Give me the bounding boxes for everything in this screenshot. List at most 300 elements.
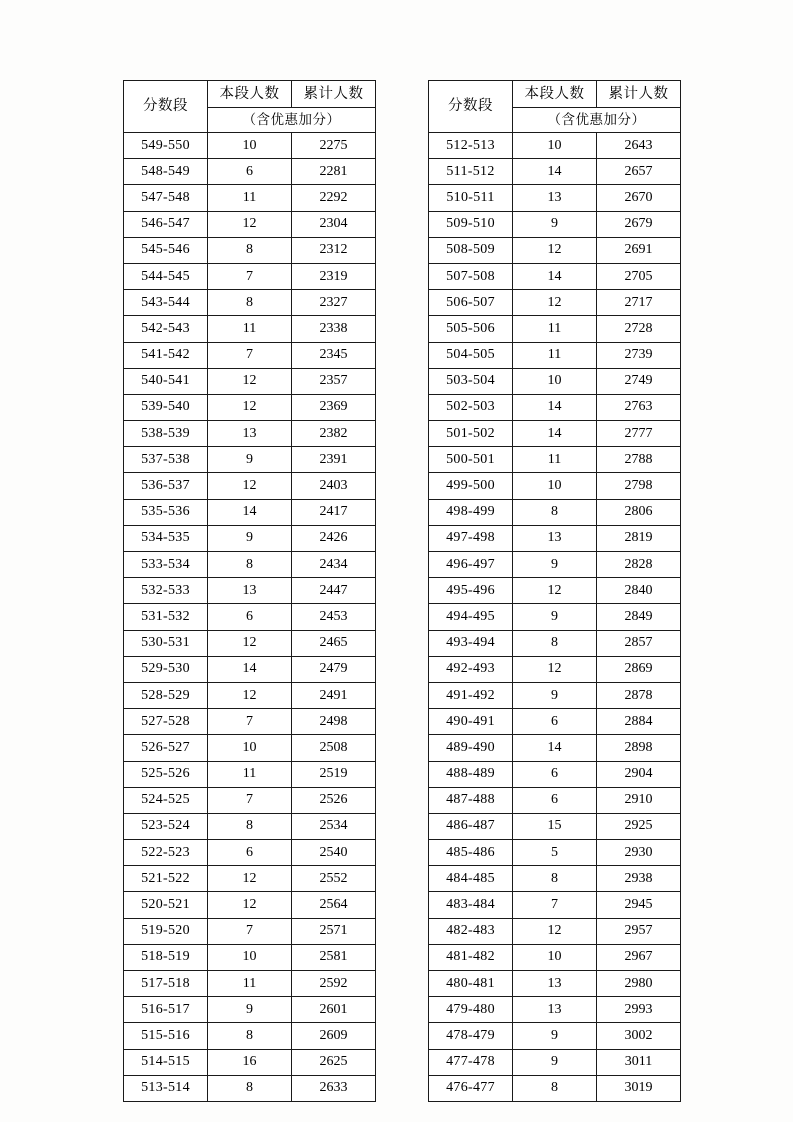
cell-score-range: 530-531	[124, 630, 208, 656]
table-row	[429, 971, 681, 997]
cell-cumulative-count: 2345	[292, 342, 376, 368]
cell-segment-count: 7	[208, 263, 292, 289]
cell-segment-count: 12	[513, 578, 597, 604]
cell-segment-count: 14	[513, 263, 597, 289]
table-row	[429, 997, 681, 1023]
cell-cumulative-count: 2739	[597, 342, 681, 368]
cell-segment-count: 11	[208, 185, 292, 211]
cell-cumulative-count: 2828	[597, 552, 681, 578]
cell-cumulative-count: 2925	[597, 813, 681, 839]
table-row	[429, 473, 681, 499]
table-row	[429, 159, 681, 185]
cell-segment-count: 7	[208, 787, 292, 813]
table-row	[429, 787, 681, 813]
cell-score-range: 520-521	[124, 892, 208, 918]
cell-score-range: 543-544	[124, 290, 208, 316]
table-row	[124, 735, 376, 761]
cell-cumulative-count: 2508	[292, 735, 376, 761]
cell-score-range: 476-477	[429, 1075, 513, 1101]
cell-score-range: 479-480	[429, 997, 513, 1023]
subheader-bonus-note: （含优惠加分）	[513, 108, 681, 133]
cell-score-range: 536-537	[124, 473, 208, 499]
cell-segment-count: 10	[208, 944, 292, 970]
table-row	[429, 1075, 681, 1101]
cell-segment-count: 6	[208, 604, 292, 630]
cell-segment-count: 14	[513, 159, 597, 185]
table-row	[124, 368, 376, 394]
cell-score-range: 541-542	[124, 342, 208, 368]
cell-segment-count: 13	[513, 971, 597, 997]
cell-segment-count: 8	[513, 1075, 597, 1101]
cell-segment-count: 12	[513, 918, 597, 944]
table-row	[429, 630, 681, 656]
table-row	[124, 971, 376, 997]
cell-score-range: 510-511	[429, 185, 513, 211]
table-row	[429, 918, 681, 944]
cell-score-range: 514-515	[124, 1049, 208, 1075]
subheader-bonus-note: （含优惠加分）	[208, 108, 376, 133]
table-row	[429, 578, 681, 604]
cell-segment-count: 12	[208, 368, 292, 394]
cell-segment-count: 11	[513, 447, 597, 473]
cell-segment-count: 8	[208, 1075, 292, 1101]
cell-score-range: 538-539	[124, 421, 208, 447]
cell-score-range: 490-491	[429, 709, 513, 735]
cell-cumulative-count: 2540	[292, 840, 376, 866]
cell-score-range: 505-506	[429, 316, 513, 342]
cell-score-range: 477-478	[429, 1049, 513, 1075]
cell-cumulative-count: 2898	[597, 735, 681, 761]
cell-cumulative-count: 2275	[292, 133, 376, 159]
cell-segment-count: 10	[513, 944, 597, 970]
cell-score-range: 512-513	[429, 133, 513, 159]
cell-score-range: 506-507	[429, 290, 513, 316]
header-score-range: 分数段	[429, 81, 513, 133]
table-row	[429, 944, 681, 970]
cell-segment-count: 16	[208, 1049, 292, 1075]
cell-segment-count: 6	[208, 840, 292, 866]
cell-cumulative-count: 2304	[292, 211, 376, 237]
cell-cumulative-count: 2819	[597, 525, 681, 551]
cell-score-range: 531-532	[124, 604, 208, 630]
cell-score-range: 489-490	[429, 735, 513, 761]
table-row	[124, 630, 376, 656]
table-row	[124, 1023, 376, 1049]
cell-score-range: 537-538	[124, 447, 208, 473]
cell-score-range: 504-505	[429, 342, 513, 368]
table-row	[124, 892, 376, 918]
table-row	[124, 237, 376, 263]
cell-segment-count: 14	[513, 421, 597, 447]
cell-score-range: 521-522	[124, 866, 208, 892]
cell-cumulative-count: 2369	[292, 394, 376, 420]
table-row	[429, 133, 681, 159]
table-row	[429, 866, 681, 892]
cell-score-range: 497-498	[429, 525, 513, 551]
cell-score-range: 523-524	[124, 813, 208, 839]
cell-score-range: 528-529	[124, 682, 208, 708]
cell-segment-count: 7	[208, 342, 292, 368]
table-header-row	[429, 81, 681, 108]
table-header-row	[124, 81, 376, 108]
cell-segment-count: 8	[208, 237, 292, 263]
cell-cumulative-count: 2840	[597, 578, 681, 604]
cell-cumulative-count: 2601	[292, 997, 376, 1023]
table-row	[124, 656, 376, 682]
cell-score-range: 478-479	[429, 1023, 513, 1049]
cell-segment-count: 8	[513, 630, 597, 656]
table-row	[429, 368, 681, 394]
table-row	[124, 290, 376, 316]
table-row	[124, 1075, 376, 1101]
cell-cumulative-count: 2434	[292, 552, 376, 578]
cell-score-range: 542-543	[124, 316, 208, 342]
cell-score-range: 539-540	[124, 394, 208, 420]
table-row	[429, 421, 681, 447]
table-row	[429, 552, 681, 578]
table-row	[429, 394, 681, 420]
cell-segment-count: 12	[513, 290, 597, 316]
cell-score-range: 484-485	[429, 866, 513, 892]
cell-score-range: 509-510	[429, 211, 513, 237]
table-row	[429, 656, 681, 682]
cell-segment-count: 14	[208, 499, 292, 525]
cell-cumulative-count: 3002	[597, 1023, 681, 1049]
table-row	[124, 342, 376, 368]
cell-cumulative-count: 2806	[597, 499, 681, 525]
table-row	[124, 709, 376, 735]
table-row	[124, 552, 376, 578]
table-row	[429, 185, 681, 211]
table-row	[429, 447, 681, 473]
cell-segment-count: 10	[513, 133, 597, 159]
cell-cumulative-count: 2884	[597, 709, 681, 735]
cell-score-range: 548-549	[124, 159, 208, 185]
table-row	[429, 682, 681, 708]
cell-cumulative-count: 2357	[292, 368, 376, 394]
table-row	[124, 1049, 376, 1075]
cell-cumulative-count: 2453	[292, 604, 376, 630]
score-table-2	[428, 80, 681, 1102]
table-row	[124, 499, 376, 525]
cell-segment-count: 13	[513, 997, 597, 1023]
cell-segment-count: 12	[208, 211, 292, 237]
cell-cumulative-count: 2857	[597, 630, 681, 656]
table-row	[429, 1049, 681, 1075]
cell-score-range: 516-517	[124, 997, 208, 1023]
cell-score-range: 547-548	[124, 185, 208, 211]
cell-cumulative-count: 2904	[597, 761, 681, 787]
cell-segment-count: 9	[513, 604, 597, 630]
cell-cumulative-count: 2571	[292, 918, 376, 944]
cell-cumulative-count: 2519	[292, 761, 376, 787]
cell-score-range: 491-492	[429, 682, 513, 708]
cell-cumulative-count: 2338	[292, 316, 376, 342]
cell-score-range: 518-519	[124, 944, 208, 970]
cell-segment-count: 11	[513, 342, 597, 368]
cell-cumulative-count: 3011	[597, 1049, 681, 1075]
cell-score-range: 485-486	[429, 840, 513, 866]
cell-cumulative-count: 2382	[292, 421, 376, 447]
cell-segment-count: 9	[513, 1049, 597, 1075]
table-row	[429, 263, 681, 289]
cell-score-range: 496-497	[429, 552, 513, 578]
cell-segment-count: 8	[208, 290, 292, 316]
cell-cumulative-count: 2581	[292, 944, 376, 970]
cell-cumulative-count: 2633	[292, 1075, 376, 1101]
header-cumulative-count: 累计人数	[292, 81, 376, 108]
cell-cumulative-count: 2281	[292, 159, 376, 185]
table-row	[124, 840, 376, 866]
table-row	[124, 263, 376, 289]
cell-cumulative-count: 2945	[597, 892, 681, 918]
cell-cumulative-count: 2717	[597, 290, 681, 316]
cell-score-range: 488-489	[429, 761, 513, 787]
cell-segment-count: 10	[208, 133, 292, 159]
cell-cumulative-count: 2447	[292, 578, 376, 604]
cell-segment-count: 12	[208, 866, 292, 892]
table-row	[124, 813, 376, 839]
cell-cumulative-count: 2910	[597, 787, 681, 813]
cell-score-range: 493-494	[429, 630, 513, 656]
table-row	[124, 159, 376, 185]
header-score-range: 分数段	[124, 81, 208, 133]
table-row	[124, 604, 376, 630]
cell-segment-count: 8	[513, 499, 597, 525]
cell-score-range: 481-482	[429, 944, 513, 970]
cell-score-range: 507-508	[429, 263, 513, 289]
table-row	[124, 447, 376, 473]
cell-score-range: 526-527	[124, 735, 208, 761]
cell-segment-count: 9	[208, 525, 292, 551]
cell-cumulative-count: 2592	[292, 971, 376, 997]
cell-score-range: 529-530	[124, 656, 208, 682]
cell-score-range: 524-525	[124, 787, 208, 813]
cell-cumulative-count: 2491	[292, 682, 376, 708]
cell-score-range: 533-534	[124, 552, 208, 578]
cell-score-range: 480-481	[429, 971, 513, 997]
cell-segment-count: 9	[208, 997, 292, 1023]
cell-segment-count: 14	[513, 394, 597, 420]
table-row	[429, 211, 681, 237]
cell-segment-count: 7	[208, 709, 292, 735]
table-row	[124, 944, 376, 970]
cell-cumulative-count: 2878	[597, 682, 681, 708]
cell-cumulative-count: 2679	[597, 211, 681, 237]
cell-segment-count: 5	[513, 840, 597, 866]
score-table-1	[123, 80, 376, 1102]
cell-segment-count: 7	[208, 918, 292, 944]
cell-segment-count: 14	[513, 735, 597, 761]
table-row	[429, 813, 681, 839]
cell-segment-count: 13	[513, 185, 597, 211]
cell-segment-count: 6	[208, 159, 292, 185]
cell-segment-count: 9	[513, 1023, 597, 1049]
table-row	[429, 316, 681, 342]
table-row	[124, 761, 376, 787]
cell-segment-count: 13	[513, 525, 597, 551]
cell-cumulative-count: 2403	[292, 473, 376, 499]
cell-score-range: 525-526	[124, 761, 208, 787]
cell-cumulative-count: 2691	[597, 237, 681, 263]
cell-cumulative-count: 2930	[597, 840, 681, 866]
cell-score-range: 513-514	[124, 1075, 208, 1101]
cell-score-range: 501-502	[429, 421, 513, 447]
cell-segment-count: 8	[208, 1023, 292, 1049]
cell-score-range: 500-501	[429, 447, 513, 473]
cell-score-range: 502-503	[429, 394, 513, 420]
table-row	[429, 709, 681, 735]
cell-cumulative-count: 2479	[292, 656, 376, 682]
cell-cumulative-count: 2552	[292, 866, 376, 892]
cell-segment-count: 6	[513, 787, 597, 813]
cell-score-range: 544-545	[124, 263, 208, 289]
cell-segment-count: 8	[513, 866, 597, 892]
table-row	[124, 185, 376, 211]
table-row	[124, 918, 376, 944]
cell-score-range: 508-509	[429, 237, 513, 263]
table-row	[429, 237, 681, 263]
cell-cumulative-count: 2749	[597, 368, 681, 394]
cell-score-range: 519-520	[124, 918, 208, 944]
table-row	[124, 421, 376, 447]
table-row	[429, 342, 681, 368]
table-row	[124, 316, 376, 342]
cell-cumulative-count: 2643	[597, 133, 681, 159]
cell-score-range: 511-512	[429, 159, 513, 185]
cell-cumulative-count: 2526	[292, 787, 376, 813]
cell-score-range: 483-484	[429, 892, 513, 918]
cell-segment-count: 11	[208, 761, 292, 787]
table-row	[124, 394, 376, 420]
cell-segment-count: 11	[513, 316, 597, 342]
cell-segment-count: 13	[208, 421, 292, 447]
cell-cumulative-count: 2465	[292, 630, 376, 656]
table-row	[429, 604, 681, 630]
cell-cumulative-count: 2993	[597, 997, 681, 1023]
cell-score-range: 482-483	[429, 918, 513, 944]
cell-score-range: 492-493	[429, 656, 513, 682]
cell-score-range: 494-495	[429, 604, 513, 630]
cell-score-range: 527-528	[124, 709, 208, 735]
cell-cumulative-count: 2292	[292, 185, 376, 211]
table-row	[429, 761, 681, 787]
cell-cumulative-count: 2869	[597, 656, 681, 682]
table-row	[429, 840, 681, 866]
cell-score-range: 503-504	[429, 368, 513, 394]
cell-score-range: 495-496	[429, 578, 513, 604]
cell-segment-count: 12	[208, 892, 292, 918]
cell-segment-count: 10	[513, 473, 597, 499]
cell-cumulative-count: 2426	[292, 525, 376, 551]
cell-score-range: 545-546	[124, 237, 208, 263]
cell-score-range: 535-536	[124, 499, 208, 525]
cell-cumulative-count: 2938	[597, 866, 681, 892]
cell-cumulative-count: 2657	[597, 159, 681, 185]
cell-cumulative-count: 2564	[292, 892, 376, 918]
cell-segment-count: 10	[513, 368, 597, 394]
cell-cumulative-count: 2980	[597, 971, 681, 997]
cell-score-range: 532-533	[124, 578, 208, 604]
table-row	[124, 473, 376, 499]
cell-segment-count: 12	[513, 237, 597, 263]
table-row	[124, 866, 376, 892]
header-segment-count: 本段人数	[208, 81, 292, 108]
table-row	[429, 499, 681, 525]
table-row	[124, 787, 376, 813]
cell-segment-count: 6	[513, 761, 597, 787]
cell-segment-count: 11	[208, 316, 292, 342]
table-row	[124, 578, 376, 604]
cell-cumulative-count: 3019	[597, 1075, 681, 1101]
cell-score-range: 534-535	[124, 525, 208, 551]
cell-segment-count: 12	[208, 394, 292, 420]
cell-cumulative-count: 2609	[292, 1023, 376, 1049]
cell-segment-count: 7	[513, 892, 597, 918]
cell-cumulative-count: 2798	[597, 473, 681, 499]
cell-segment-count: 11	[208, 971, 292, 997]
cell-segment-count: 15	[513, 813, 597, 839]
cell-segment-count: 8	[208, 552, 292, 578]
cell-segment-count: 14	[208, 656, 292, 682]
table-row	[124, 682, 376, 708]
cell-segment-count: 13	[208, 578, 292, 604]
table-row	[124, 211, 376, 237]
cell-score-range: 498-499	[429, 499, 513, 525]
table-row	[429, 525, 681, 551]
cell-cumulative-count: 2670	[597, 185, 681, 211]
header-cumulative-count: 累计人数	[597, 81, 681, 108]
table-row	[429, 1023, 681, 1049]
header-segment-count: 本段人数	[513, 81, 597, 108]
cell-segment-count: 9	[513, 682, 597, 708]
cell-segment-count: 12	[208, 473, 292, 499]
cell-cumulative-count: 2319	[292, 263, 376, 289]
cell-cumulative-count: 2728	[597, 316, 681, 342]
cell-cumulative-count: 2967	[597, 944, 681, 970]
cell-score-range: 540-541	[124, 368, 208, 394]
cell-score-range: 499-500	[429, 473, 513, 499]
table-row	[124, 997, 376, 1023]
cell-segment-count: 12	[208, 682, 292, 708]
table-row	[429, 290, 681, 316]
cell-cumulative-count: 2849	[597, 604, 681, 630]
cell-score-range: 522-523	[124, 840, 208, 866]
cell-cumulative-count: 2625	[292, 1049, 376, 1075]
table-row	[124, 133, 376, 159]
cell-segment-count: 12	[513, 656, 597, 682]
cell-segment-count: 12	[208, 630, 292, 656]
cell-segment-count: 9	[513, 552, 597, 578]
cell-score-range: 546-547	[124, 211, 208, 237]
cell-cumulative-count: 2417	[292, 499, 376, 525]
cell-cumulative-count: 2327	[292, 290, 376, 316]
cell-cumulative-count: 2705	[597, 263, 681, 289]
cell-score-range: 515-516	[124, 1023, 208, 1049]
cell-cumulative-count: 2391	[292, 447, 376, 473]
cell-cumulative-count: 2312	[292, 237, 376, 263]
table-row	[124, 525, 376, 551]
cell-segment-count: 8	[208, 813, 292, 839]
score-distribution-tables	[123, 80, 683, 1102]
cell-score-range: 517-518	[124, 971, 208, 997]
cell-segment-count: 9	[513, 211, 597, 237]
cell-segment-count: 10	[208, 735, 292, 761]
cell-score-range: 549-550	[124, 133, 208, 159]
cell-segment-count: 9	[208, 447, 292, 473]
cell-cumulative-count: 2763	[597, 394, 681, 420]
table-row	[429, 735, 681, 761]
